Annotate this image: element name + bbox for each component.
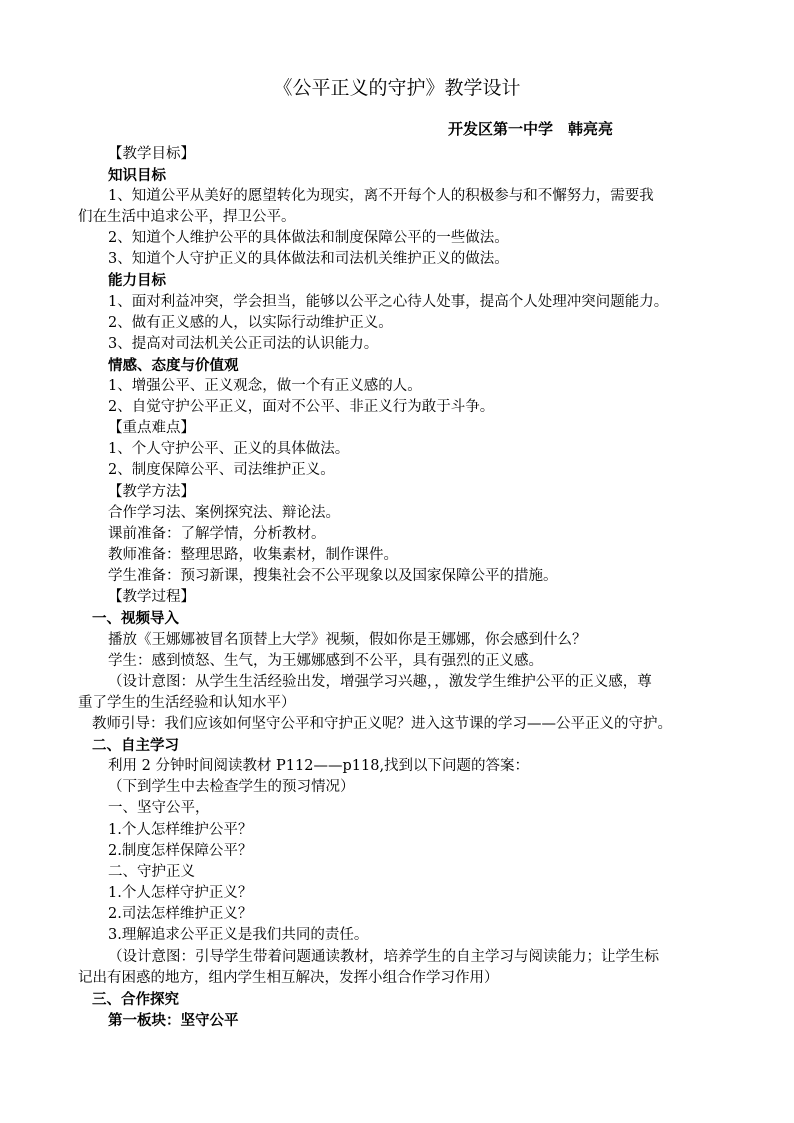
justice-question-3: 3.理解追求公平正义是我们共同的责任。 [108, 927, 369, 943]
knowledge-header: 知识目标 [108, 167, 166, 184]
method-item-1: 合作学习法、案例探究法、辩论法。 [108, 505, 340, 521]
key-points-header: 【重点难点】 [108, 420, 195, 436]
knowledge-item-1b: 们在生活中追求公平，捍卫公平。 [78, 209, 296, 225]
cooperative-header: 三、合作探究 [92, 991, 179, 1008]
block-one-header: 第一板块：坚守公平 [108, 1012, 239, 1029]
fairness-subheader: 一、坚守公平， [108, 800, 210, 816]
student-response-text: 学生：感到愤怒、生气，为王娜娜感到不公平，具有强烈的正义感。 [108, 653, 543, 669]
justice-question-2: 2.司法怎样维护正义？ [108, 906, 253, 922]
self-study-instruction: 利用 2 分钟时间阅读教材 P112——p118,找到以下问题的答案： [108, 758, 530, 774]
ability-item-1: 1、面对利益冲突，学会担当，能够以公平之心待人处事，提高个人处理冲突问题能力。 [108, 294, 669, 310]
justice-subheader: 二、守护正义 [108, 864, 195, 880]
key-point-2: 2、制度保障公平、司法维护正义。 [108, 462, 335, 478]
method-item-4: 学生准备：预习新课，搜集社会不公平现象以及国家保障公平的措施。 [108, 568, 558, 584]
design-intent-2a: （设计意图：引导学生带着问题通读教材，培养学生的自主学习与阅读能力；让学生标 [108, 949, 659, 965]
ability-item-2: 2、做有正义感的人，以实际行动维护正义。 [108, 315, 393, 331]
knowledge-item-1a: 1、知道公平从美好的愿望转化为现实，离不开每个人的积极参与和不懈努力，需要我 [108, 188, 654, 204]
design-intent-1b: 重了学生的生活经验和认知水平） [78, 695, 296, 711]
author-line: 开发区第一中学 韩亮亮 [448, 120, 614, 138]
knowledge-item-2: 2、知道个人维护公平的具体做法和制度保障公平的一些做法。 [108, 230, 509, 246]
ability-header: 能力目标 [108, 272, 166, 289]
method-item-3: 教师准备：整理思路，收集素材，制作课件。 [108, 547, 398, 563]
emotion-item-1: 1、增强公平、正义观念，做一个有正义感的人。 [108, 378, 422, 394]
video-intro-text: 播放《王娜娜被冒名顶替上大学》视频，假如你是王娜娜，你会感到什么？ [108, 632, 587, 648]
teacher-guide-text: 教师引导：我们应该如何坚守公平和守护正义呢？进入这节课的学习——公平正义的守护。 [92, 716, 672, 732]
design-intent-2b: 记出有困惑的地方，组内学生相互解决，发挥小组合作学习作用） [78, 970, 499, 986]
emotion-header: 情感、态度与价值观 [108, 357, 239, 374]
self-study-note: （下到学生中去检查学生的预习情况） [108, 779, 355, 795]
design-intent-1a: （设计意图：从学生生活经验出发，增强学习兴趣，，激发学生维护公平的正义感，尊 [108, 674, 652, 690]
emotion-item-2: 2、自觉守护公平正义，面对不公平、非正义行为敢于斗争。 [108, 399, 495, 415]
methods-header: 【教学方法】 [108, 484, 195, 500]
ability-item-3: 3、提高对司法机关公正司法的认识能力。 [108, 336, 379, 352]
fairness-question-1: 1.个人怎样维护公平？ [108, 822, 253, 838]
key-point-1: 1、个人守护公平、正义的具体做法。 [108, 441, 350, 457]
self-study-header: 二、自主学习 [92, 737, 179, 754]
method-item-2: 课前准备：了解学情，分析教材。 [108, 526, 326, 542]
justice-question-1: 1.个人怎样守护正义？ [108, 885, 253, 901]
document-title: 《公平正义的守护》教学设计 [273, 77, 521, 99]
knowledge-item-3: 3、知道个人守护正义的具体做法和司法机关维护正义的做法。 [108, 251, 509, 267]
video-intro-header: 一、视频导入 [92, 610, 179, 627]
goals-header: 【教学目标】 [108, 146, 195, 162]
fairness-question-2: 2.制度怎样保障公平？ [108, 843, 253, 859]
process-header: 【教学过程】 [108, 589, 195, 605]
